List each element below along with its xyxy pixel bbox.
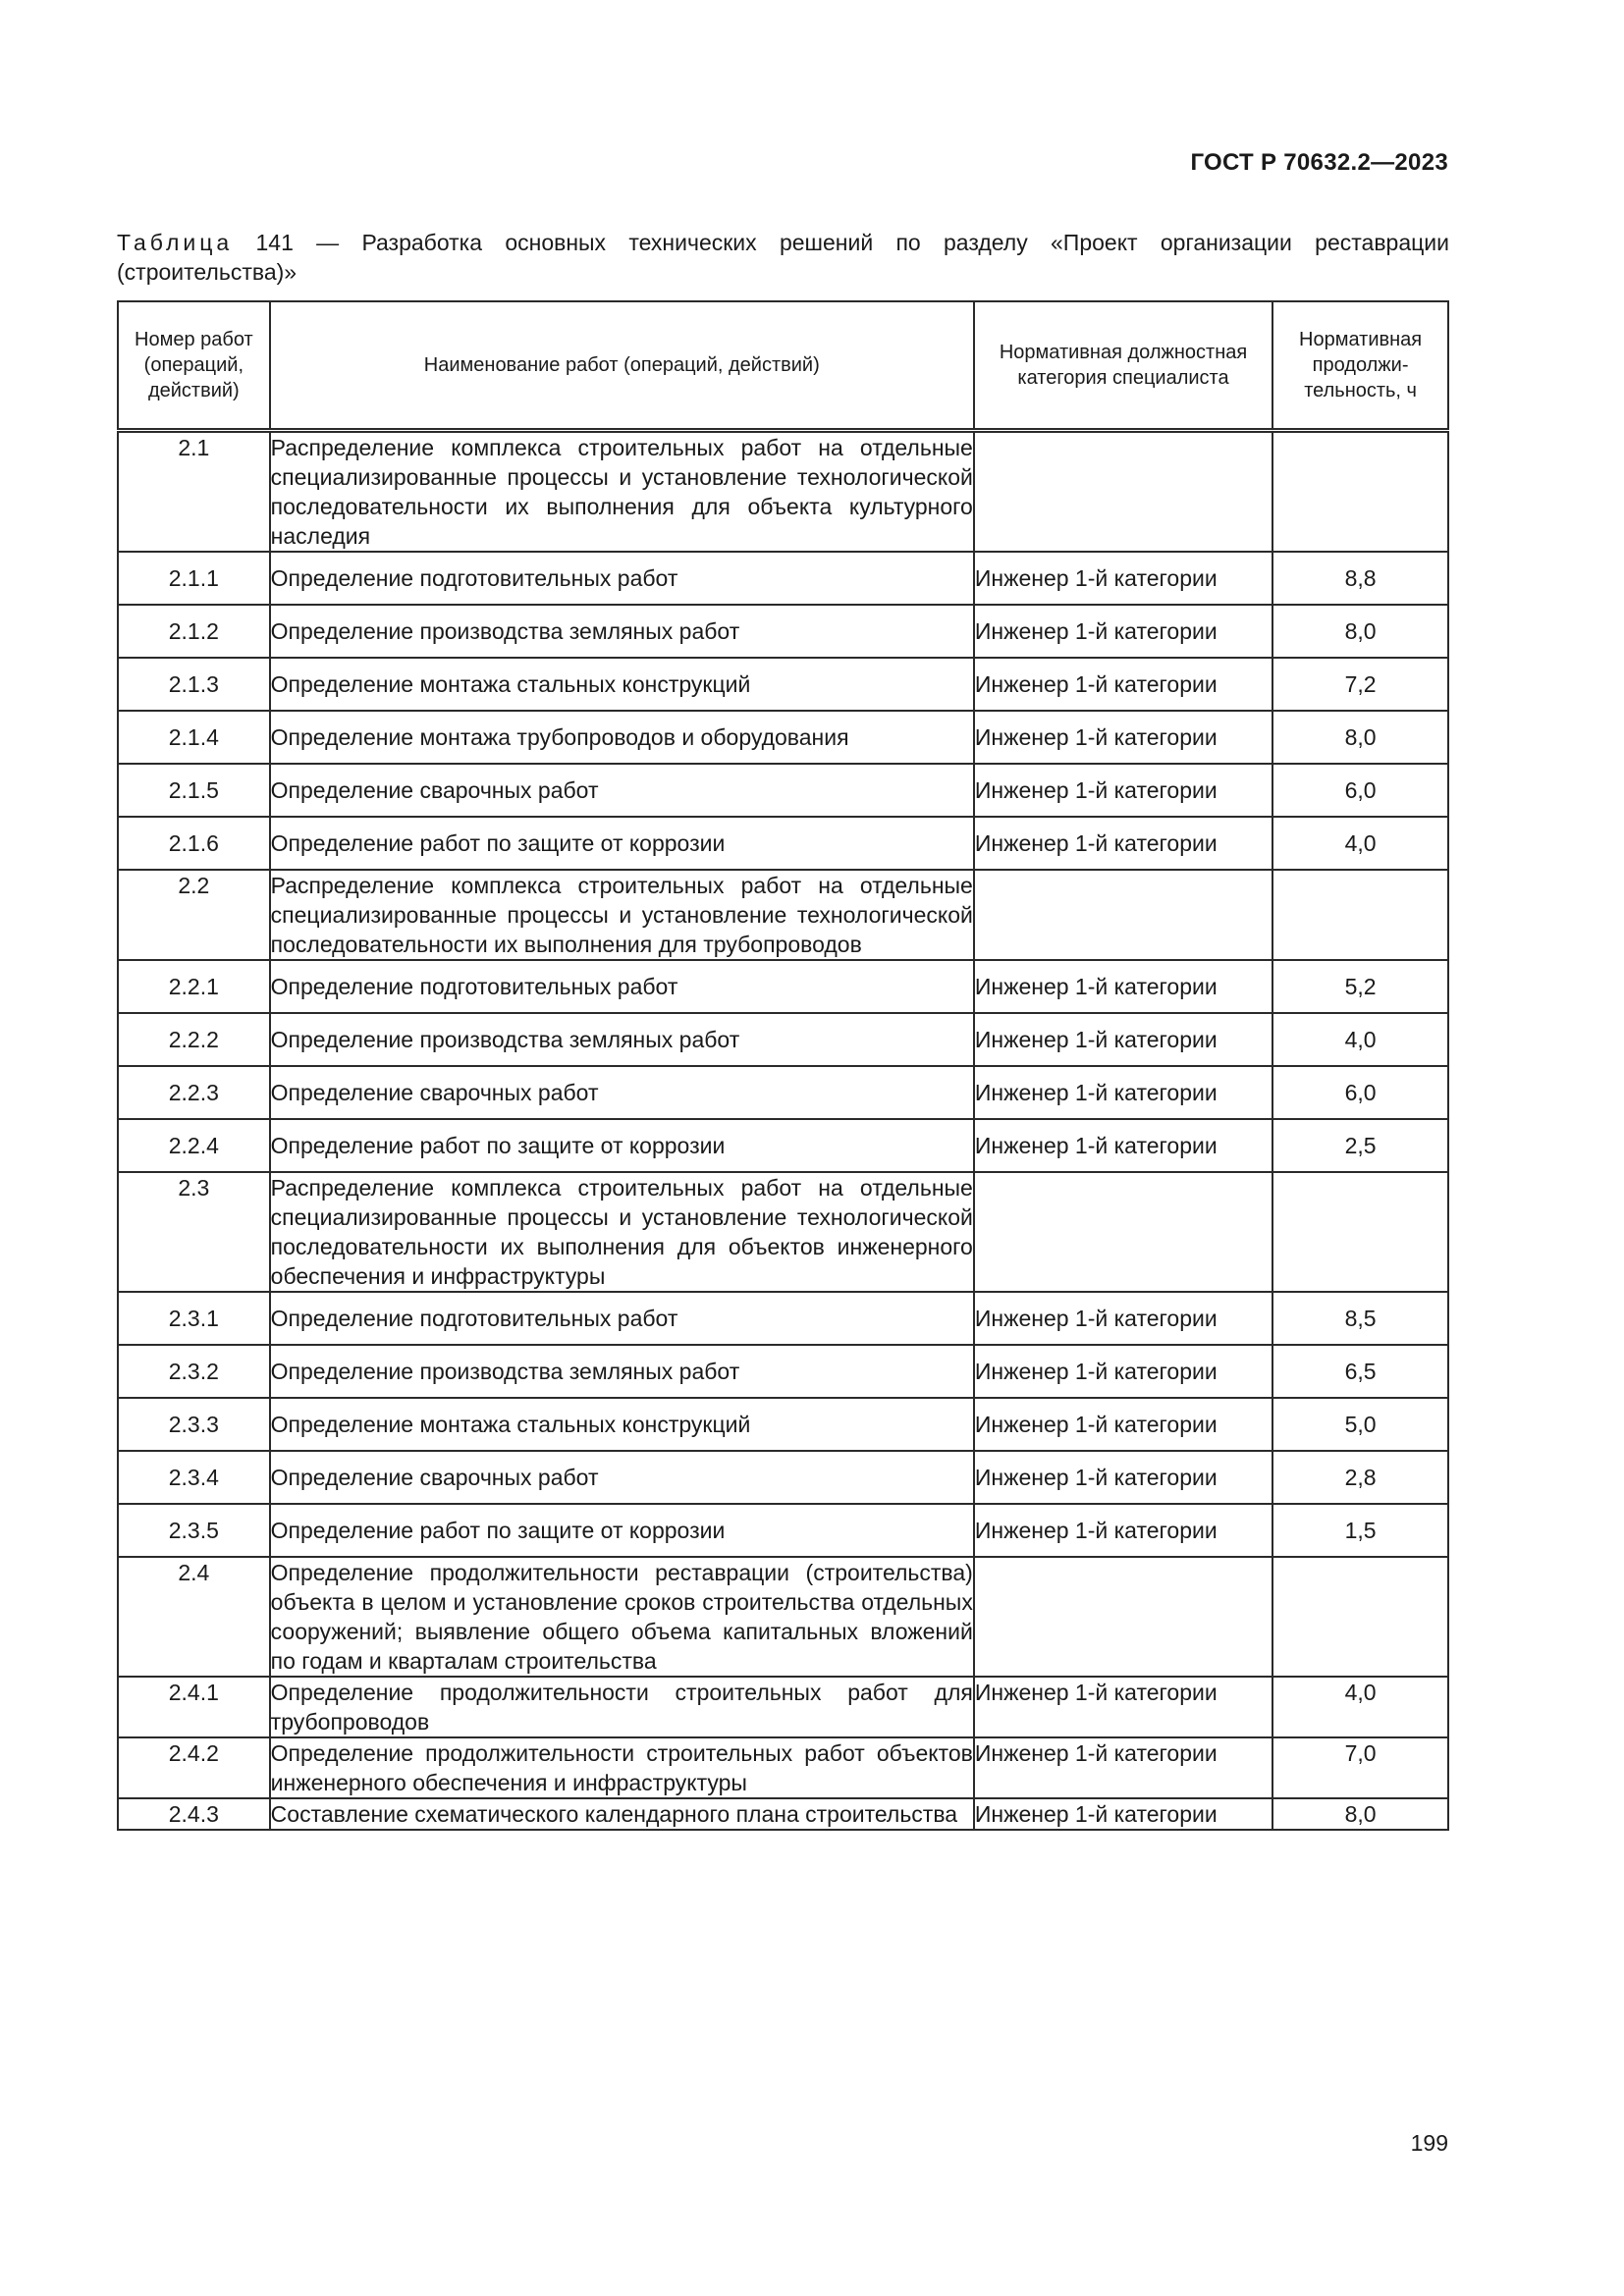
table-row bbox=[118, 764, 1448, 817]
table-row bbox=[118, 1798, 1448, 1830]
table-row bbox=[118, 1504, 1448, 1557]
specialist-category-cell: Инженер 1-й категории bbox=[974, 1013, 1272, 1066]
work-name-cell: Определение сварочных работ bbox=[270, 1066, 974, 1119]
specialist-category-cell: Инженер 1-й категории bbox=[974, 1119, 1272, 1172]
work-number-cell: 2.3 bbox=[118, 1172, 270, 1292]
work-number-cell: 2.2.2 bbox=[118, 1013, 270, 1066]
table-row bbox=[118, 1013, 1448, 1066]
specialist-category-cell bbox=[974, 1172, 1272, 1292]
work-number-cell: 2.3.4 bbox=[118, 1451, 270, 1504]
work-name-cell: Определение монтажа трубопроводов и оборудования bbox=[270, 711, 974, 764]
specialist-category-cell: Инженер 1-й категории bbox=[974, 1398, 1272, 1451]
work-number-cell: 2.4.3 bbox=[118, 1798, 270, 1830]
specialist-category-cell: Инженер 1-й категории bbox=[974, 817, 1272, 870]
table-row bbox=[118, 1066, 1448, 1119]
table-row bbox=[118, 1398, 1448, 1451]
work-name-cell: Определение продолжительности строительных работ объектов инженерного обеспечения и инфраструктуры bbox=[270, 1737, 974, 1798]
page-number: 199 bbox=[1410, 2130, 1448, 2156]
work-name-cell: Определение монтажа стальных конструкций bbox=[270, 658, 974, 711]
specialist-category-cell: Инженер 1-й категории bbox=[974, 764, 1272, 817]
work-number-cell: 2.3.5 bbox=[118, 1504, 270, 1557]
table-row bbox=[118, 1737, 1448, 1798]
work-name-cell: Определение сварочных работ bbox=[270, 1451, 974, 1504]
work-name-cell: Определение монтажа стальных конструкций bbox=[270, 1398, 974, 1451]
duration-cell: 2,8 bbox=[1272, 1451, 1448, 1504]
table-row bbox=[118, 1292, 1448, 1345]
duration-cell: 4,0 bbox=[1272, 817, 1448, 870]
work-name-cell: Распределение комплекса строительных работ на отдельные специализированные процессы и установление технологической последовательности их выполнения для объектов инженерного обеспечения и инфраструктуры bbox=[270, 1172, 974, 1292]
duration-cell: 5,2 bbox=[1272, 960, 1448, 1013]
table-row bbox=[118, 711, 1448, 764]
work-number-cell: 2.3.1 bbox=[118, 1292, 270, 1345]
work-number-cell: 2.3.3 bbox=[118, 1398, 270, 1451]
duration-cell: 7,2 bbox=[1272, 658, 1448, 711]
table-row bbox=[118, 870, 1448, 960]
duration-cell: 6,5 bbox=[1272, 1345, 1448, 1398]
work-number-cell: 2.4.2 bbox=[118, 1737, 270, 1798]
duration-cell: 1,5 bbox=[1272, 1504, 1448, 1557]
table-row bbox=[118, 552, 1448, 605]
work-name-cell: Определение производства земляных работ bbox=[270, 605, 974, 658]
column-header-number: Номер работ (операций, действий) bbox=[118, 301, 270, 431]
specialist-category-cell: Инженер 1-й категории bbox=[974, 1504, 1272, 1557]
specialist-category-cell bbox=[974, 870, 1272, 960]
specialist-category-cell: Инженер 1-й категории bbox=[974, 1345, 1272, 1398]
table-row bbox=[118, 960, 1448, 1013]
table-row bbox=[118, 1557, 1448, 1677]
duration-cell: 4,0 bbox=[1272, 1677, 1448, 1737]
work-name-cell: Определение работ по защите от коррозии bbox=[270, 1119, 974, 1172]
work-name-cell: Определение работ по защите от коррозии bbox=[270, 1504, 974, 1557]
table-row bbox=[118, 817, 1448, 870]
table-row bbox=[118, 1677, 1448, 1737]
duration-cell bbox=[1272, 1557, 1448, 1677]
work-name-cell: Определение подготовительных работ bbox=[270, 552, 974, 605]
duration-cell: 8,0 bbox=[1272, 605, 1448, 658]
duration-cell: 6,0 bbox=[1272, 1066, 1448, 1119]
work-number-cell: 2.1.3 bbox=[118, 658, 270, 711]
specialist-category-cell: Инженер 1-й категории bbox=[974, 1677, 1272, 1737]
table-header-row bbox=[118, 301, 1448, 431]
duration-cell: 7,0 bbox=[1272, 1737, 1448, 1798]
table-row bbox=[118, 1345, 1448, 1398]
work-number-cell: 2.2.3 bbox=[118, 1066, 270, 1119]
duration-cell: 8,0 bbox=[1272, 1798, 1448, 1830]
work-name-cell: Определение продолжительности строительных работ для трубопроводов bbox=[270, 1677, 974, 1737]
specialist-category-cell: Инженер 1-й категории bbox=[974, 711, 1272, 764]
specialist-category-cell: Инженер 1-й категории bbox=[974, 1737, 1272, 1798]
work-name-cell: Распределение комплекса строительных работ на отдельные специализированные процессы и установление технологической последовательности их выполнения для объекта культурного наследия bbox=[270, 431, 974, 553]
table-row bbox=[118, 605, 1448, 658]
work-number-cell: 2.3.2 bbox=[118, 1345, 270, 1398]
column-header-name: Наименование работ (операций, действий) bbox=[270, 301, 974, 431]
work-name-cell: Распределение комплекса строительных работ на отдельные специализированные процессы и установление технологической последовательности их выполнения для трубопроводов bbox=[270, 870, 974, 960]
work-name-cell: Определение подготовительных работ bbox=[270, 1292, 974, 1345]
work-name-cell: Определение подготовительных работ bbox=[270, 960, 974, 1013]
specialist-category-cell: Инженер 1-й категории bbox=[974, 605, 1272, 658]
work-number-cell: 2.2.1 bbox=[118, 960, 270, 1013]
specialist-category-cell: Инженер 1-й категории bbox=[974, 1451, 1272, 1504]
table-row bbox=[118, 1451, 1448, 1504]
specialist-category-cell: Инженер 1-й категории bbox=[974, 1798, 1272, 1830]
duration-cell: 8,0 bbox=[1272, 711, 1448, 764]
duration-cell bbox=[1272, 431, 1448, 553]
work-number-cell: 2.1.2 bbox=[118, 605, 270, 658]
work-name-cell: Определение продолжительности реставрации (строительства) объекта в целом и установление сроков строительства отдельных сооружений; выявление общего объема капитальных вложений по годам и кварталам строительства bbox=[270, 1557, 974, 1677]
duration-cell: 8,5 bbox=[1272, 1292, 1448, 1345]
table-caption-label: Таблица bbox=[117, 230, 234, 255]
specialist-category-cell: Инженер 1-й категории bbox=[974, 658, 1272, 711]
specialist-category-cell: Инженер 1-й категории bbox=[974, 1066, 1272, 1119]
table-row bbox=[118, 1119, 1448, 1172]
work-norms-table bbox=[117, 300, 1449, 1831]
work-number-cell: 2.1.1 bbox=[118, 552, 270, 605]
table-caption-text: 141 — Разработка основных технических решений по разделу «Проект организации реставрации (строительства)» bbox=[117, 230, 1449, 285]
work-number-cell: 2.1.5 bbox=[118, 764, 270, 817]
work-number-cell: 2.1.4 bbox=[118, 711, 270, 764]
specialist-category-cell: Инженер 1-й категории bbox=[974, 960, 1272, 1013]
work-name-cell: Определение сварочных работ bbox=[270, 764, 974, 817]
work-name-cell: Определение производства земляных работ bbox=[270, 1345, 974, 1398]
work-number-cell: 2.1 bbox=[118, 431, 270, 553]
duration-cell: 4,0 bbox=[1272, 1013, 1448, 1066]
table-row bbox=[118, 658, 1448, 711]
specialist-category-cell: Инженер 1-й категории bbox=[974, 552, 1272, 605]
table-row bbox=[118, 431, 1448, 553]
table-row bbox=[118, 1172, 1448, 1292]
duration-cell: 6,0 bbox=[1272, 764, 1448, 817]
duration-cell: 5,0 bbox=[1272, 1398, 1448, 1451]
work-number-cell: 2.4.1 bbox=[118, 1677, 270, 1737]
column-header-duration: Нормативная продолжительность, ч bbox=[1272, 301, 1448, 431]
table-caption bbox=[117, 228, 1449, 287]
specialist-category-cell bbox=[974, 1557, 1272, 1677]
duration-cell bbox=[1272, 1172, 1448, 1292]
duration-cell bbox=[1272, 870, 1448, 960]
document-standard-header: ГОСТ Р 70632.2—2023 bbox=[1190, 149, 1448, 176]
table-body bbox=[118, 431, 1448, 1831]
work-number-cell: 2.1.6 bbox=[118, 817, 270, 870]
duration-cell: 2,5 bbox=[1272, 1119, 1448, 1172]
work-name-cell: Составление схематического календарного плана строительства bbox=[270, 1798, 974, 1830]
work-name-cell: Определение работ по защите от коррозии bbox=[270, 817, 974, 870]
duration-cell: 8,8 bbox=[1272, 552, 1448, 605]
work-number-cell: 2.2 bbox=[118, 870, 270, 960]
specialist-category-cell: Инженер 1-й категории bbox=[974, 1292, 1272, 1345]
work-name-cell: Определение производства земляных работ bbox=[270, 1013, 974, 1066]
work-number-cell: 2.4 bbox=[118, 1557, 270, 1677]
work-number-cell: 2.2.4 bbox=[118, 1119, 270, 1172]
specialist-category-cell bbox=[974, 431, 1272, 553]
column-header-category: Нормативная должностная категория специалиста bbox=[974, 301, 1272, 431]
